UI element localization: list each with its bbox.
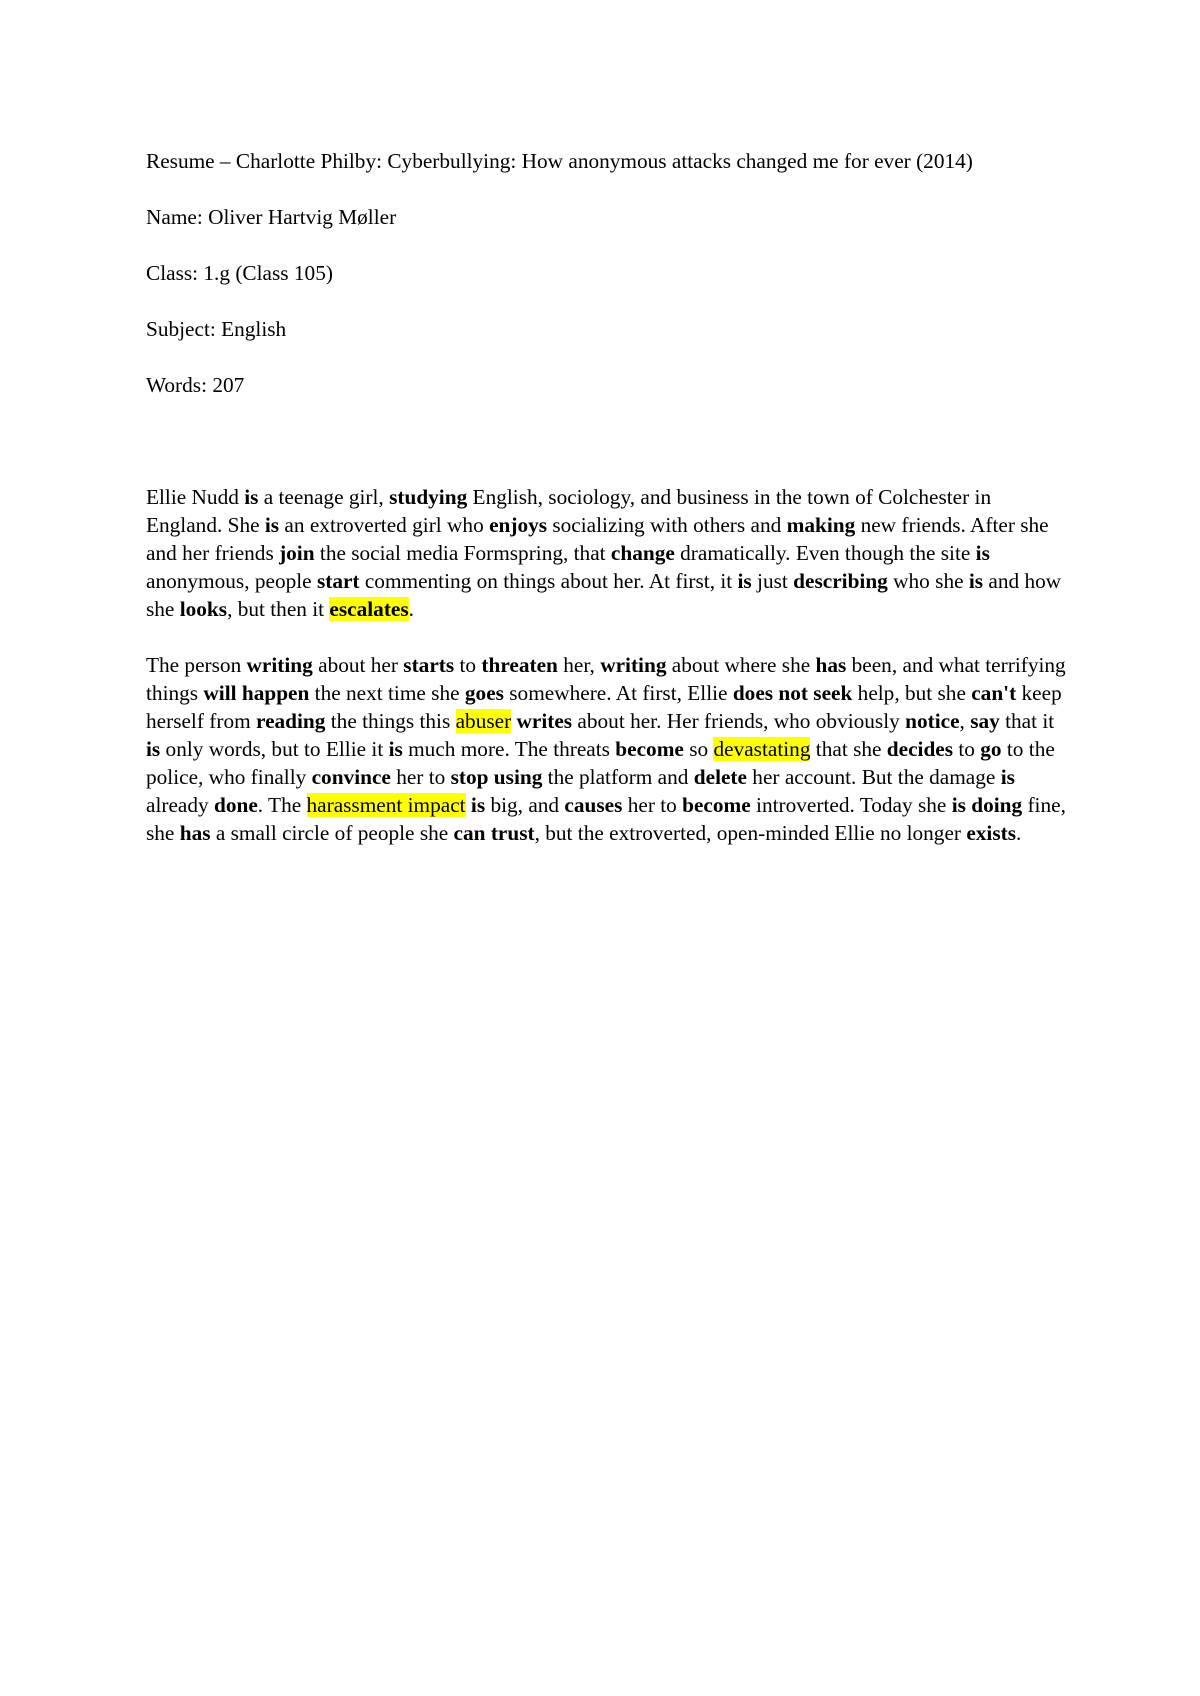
class-info: Class: 1.g (Class 105): [146, 261, 333, 285]
bold-word: become: [682, 793, 751, 817]
text-run: her to: [622, 793, 683, 817]
bold-word: is: [975, 541, 990, 565]
text-run: her to: [390, 765, 451, 789]
text-run: anonymous, people: [146, 569, 317, 593]
text-run: the social media Formspring, that: [314, 541, 611, 565]
text-run: her,: [557, 653, 601, 677]
bold-word: is: [146, 737, 161, 761]
bold-word: is: [264, 513, 280, 537]
bold-word: delete: [693, 765, 747, 789]
bold-word: done: [214, 793, 258, 817]
bold-word: looks: [179, 597, 228, 621]
bold-word: stop using: [450, 765, 543, 789]
text-run: the things this: [325, 709, 456, 733]
bold-word: studying: [389, 485, 468, 509]
text-run: who she: [887, 569, 969, 593]
bold-word: is: [737, 569, 752, 593]
bold-word: goes: [464, 681, 504, 705]
summary-paragraph-2: [146, 651, 1066, 847]
bold-word: can trust: [453, 821, 535, 845]
summary-paragraph-1: [146, 483, 1066, 623]
text-run: somewhere. At first, Ellie: [503, 681, 733, 705]
text-run: a teenage girl,: [258, 485, 390, 509]
bold-word: say: [970, 709, 1000, 733]
text-run: English, sociology, and business in the town of Colchester in England. She: [146, 485, 992, 537]
bold-word: writes: [516, 709, 573, 733]
bold-word: is doing: [951, 793, 1023, 817]
text-run: that she: [810, 737, 887, 761]
text-run: big, and: [485, 793, 565, 817]
text-run: socializing with others and: [547, 513, 787, 537]
text-run: Ellie Nudd: [146, 485, 245, 509]
bold-word: does not seek: [732, 681, 853, 705]
text-run: ,: [959, 709, 971, 733]
bold-word: is: [1000, 765, 1015, 789]
bold-word: decides: [886, 737, 954, 761]
bold-word: describing: [793, 569, 888, 593]
text-run: to: [454, 653, 482, 677]
text-run: that it: [999, 709, 1055, 733]
bold-word: will happen: [203, 681, 310, 705]
bold-word: making: [786, 513, 856, 537]
text-run: about where she: [666, 653, 816, 677]
bold-word: change: [610, 541, 675, 565]
text-run: , but then it: [227, 597, 330, 621]
text-run: and how she: [146, 569, 1062, 621]
text-run: fine, she: [146, 793, 1066, 845]
highlighted-word: harassment impact: [306, 793, 466, 817]
bold-word: threaten: [481, 653, 558, 677]
bold-word: can't: [971, 681, 1017, 705]
text-run: introverted. Today she: [750, 793, 952, 817]
text-run: .: [408, 597, 414, 621]
bold-word: enjoys: [489, 513, 548, 537]
text-run: , but the extroverted, open-minded Ellie no longer: [534, 821, 967, 845]
bold-word: notice: [905, 709, 960, 733]
bold-word: is: [968, 569, 984, 593]
word-count: Words: 207: [146, 373, 245, 397]
text-run: The person: [146, 653, 247, 677]
subject-info: Subject: English: [146, 317, 287, 341]
bold-word: exists: [966, 821, 1017, 845]
student-name: Name: Oliver Hartvig Møller: [146, 205, 397, 229]
text-run: much more. The threats: [402, 737, 616, 761]
text-run: only words, but to Ellie it: [160, 737, 389, 761]
text-run: an extroverted girl who: [279, 513, 490, 537]
text-run: about her: [312, 653, 404, 677]
text-run: already: [146, 793, 214, 817]
bold-word: join: [279, 541, 315, 565]
document-body: [146, 147, 1066, 875]
text-run: the next time she: [309, 681, 465, 705]
bold-word: is: [470, 793, 486, 817]
text-run: her account. But the damage: [746, 765, 1001, 789]
highlighted-word: abuser: [455, 709, 512, 733]
text-run: to: [953, 737, 981, 761]
text-run: . The: [257, 793, 307, 817]
text-run: to the police, who finally: [146, 737, 1055, 789]
bold-word: writing: [246, 653, 313, 677]
bold-word: convince: [311, 765, 391, 789]
text-run: so: [683, 737, 714, 761]
text-run: keep herself from: [146, 681, 1062, 733]
document-title: Resume – Charlotte Philby: Cyberbullying: How anonymous attacks changed me for ever (2014): [146, 149, 973, 173]
highlighted-word: escalates: [329, 597, 409, 621]
bold-word: starts: [403, 653, 455, 677]
bold-word: start: [316, 569, 360, 593]
bold-word: reading: [256, 709, 326, 733]
bold-word: causes: [564, 793, 623, 817]
bold-word: go: [980, 737, 1002, 761]
bold-word: has: [815, 653, 847, 677]
text-run: .: [1016, 821, 1022, 845]
bold-word: become: [615, 737, 684, 761]
text-run: help, but she: [852, 681, 972, 705]
text-run: the platform and: [542, 765, 694, 789]
text-run: new friends. After she and her friends: [146, 513, 1049, 565]
text-run: about her. Her friends, who obviously: [572, 709, 906, 733]
text-run: commenting on things about her. At first, it: [359, 569, 738, 593]
text-run: just: [751, 569, 794, 593]
text-run: a small circle of people she: [210, 821, 454, 845]
section-spacer: [146, 427, 1066, 483]
bold-word: writing: [600, 653, 667, 677]
text-run: dramatically. Even though the site: [674, 541, 976, 565]
bold-word: is: [244, 485, 259, 509]
bold-word: is: [388, 737, 403, 761]
highlighted-word: devastating: [713, 737, 811, 761]
bold-word: has: [179, 821, 211, 845]
text-run: been, and what terrifying things: [146, 653, 1066, 705]
